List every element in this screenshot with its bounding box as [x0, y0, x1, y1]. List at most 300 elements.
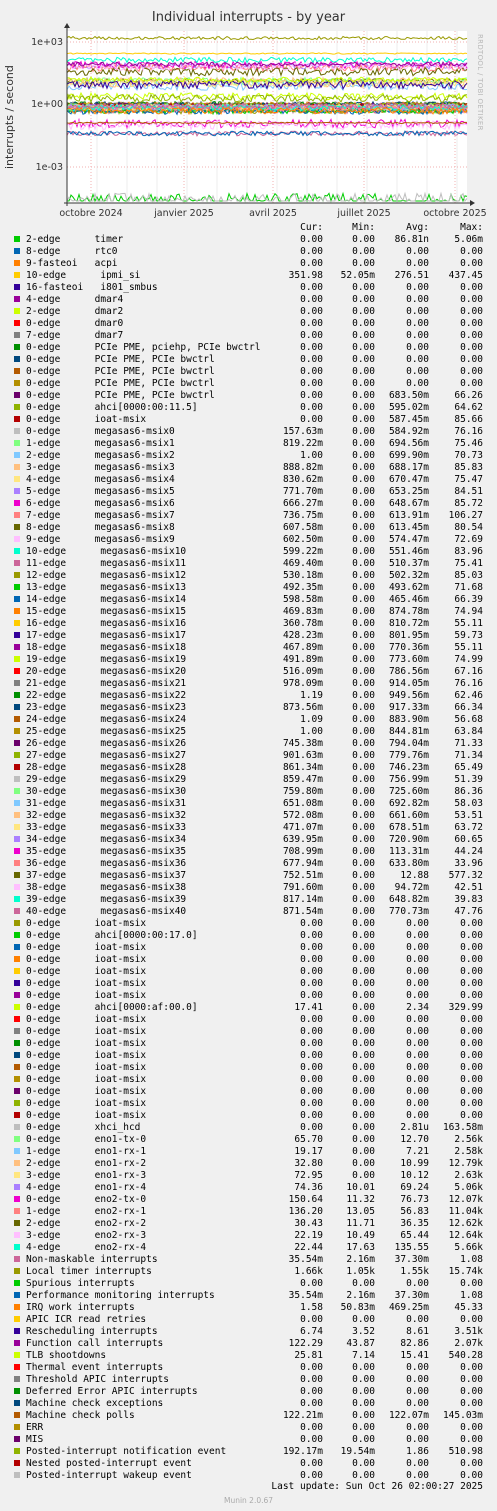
legend-avg: 0.00: [406, 1434, 429, 1445]
legend-avg: 69.24: [400, 1182, 429, 1193]
legend-avg: 874.78m: [388, 606, 429, 617]
legend-row: [0, 834, 497, 846]
legend-avg: 883.90m: [388, 714, 429, 725]
legend-avg: 113.31m: [388, 846, 429, 857]
legend-min: 0.00: [352, 1098, 375, 1109]
legend-max: 163.58m: [442, 1122, 483, 1133]
legend-avg: 699.90m: [388, 450, 429, 461]
legend-max: 0.00: [460, 306, 483, 317]
legend-swatch: [14, 464, 20, 470]
legend-min: 0.00: [352, 954, 375, 965]
legend-row: [0, 270, 497, 282]
legend-avg: 773.60m: [388, 654, 429, 665]
legend-max: 0.00: [460, 1098, 483, 1109]
legend-avg: 36.35: [400, 1218, 429, 1229]
legend-max: 0.00: [460, 1314, 483, 1325]
legend-row: [0, 1242, 497, 1254]
legend-row: [0, 882, 497, 894]
legend-avg: 469.25m: [388, 1302, 429, 1313]
legend-label: 14-edge megasas6-msix14: [26, 594, 187, 605]
legend-row: [0, 1290, 497, 1302]
legend-row: [0, 822, 497, 834]
legend-max: 0.00: [460, 294, 483, 305]
legend-row: [0, 294, 497, 306]
legend-min: 0.00: [352, 534, 375, 545]
legend-max: 0.00: [460, 918, 483, 929]
legend-swatch: [14, 836, 20, 842]
legend-label: 0-edge eno2-tx-0: [26, 1194, 147, 1205]
legend-cur: 72.95: [294, 1170, 323, 1181]
legend-label: 10-edge ipmi_si: [26, 270, 141, 281]
legend-swatch: [14, 452, 20, 458]
legend-min: 11.32: [346, 1194, 375, 1205]
legend-swatch: [14, 896, 20, 902]
legend-label: 37-edge megasas6-msix37: [26, 870, 187, 881]
legend-avg: 0.00: [406, 1386, 429, 1397]
legend-max: 15.74k: [448, 1266, 483, 1277]
legend-avg: 0.00: [406, 942, 429, 953]
legend-avg: 0.00: [406, 1110, 429, 1121]
legend-swatch: [14, 968, 20, 974]
legend-cur: 639.95m: [282, 834, 323, 845]
legend-avg: 37.30m: [394, 1290, 429, 1301]
legend-swatch: [14, 764, 20, 770]
legend-swatch: [14, 1316, 20, 1322]
legend-cur: 598.58m: [282, 594, 323, 605]
header-max: Max:: [460, 222, 483, 233]
legend-label: 0-edge PCIe PME, PCIe bwctrl: [26, 366, 215, 377]
legend-label: 16-edge megasas6-msix16: [26, 618, 187, 629]
legend-avg: 648.82m: [388, 894, 429, 905]
legend-row: [0, 474, 497, 486]
legend-label: TLB shootdowns: [26, 1350, 107, 1361]
legend-label: 4-edge dmar4: [26, 294, 124, 305]
legend-min: 0.00: [352, 1422, 375, 1433]
legend-avg: 0.00: [406, 258, 429, 269]
legend-min: 13.05: [346, 1206, 375, 1217]
legend-max: 45.33: [454, 1302, 483, 1313]
legend-row: [0, 1014, 497, 1026]
legend-cur: 428.23m: [282, 630, 323, 641]
legend-max: 53.51: [454, 810, 483, 821]
legend-max: 0.00: [460, 1374, 483, 1385]
legend-row: [0, 1134, 497, 1146]
legend-cur: 0.00: [300, 978, 323, 989]
legend-label: Deferred Error APIC interrupts: [26, 1386, 198, 1397]
x-tick-label: janvier 2025: [154, 208, 214, 219]
legend-swatch: [14, 1232, 20, 1238]
legend-min: 0.00: [352, 498, 375, 509]
legend-label: 39-edge megasas6-msix39: [26, 894, 187, 905]
legend-label: 2-edge megasas6-msix2: [26, 450, 175, 461]
legend-avg: 688.17m: [388, 462, 429, 473]
legend-min: 2.16m: [346, 1290, 375, 1301]
legend-row: [0, 354, 497, 366]
legend-row: [0, 1182, 497, 1194]
legend-max: 58.03: [454, 798, 483, 809]
legend-min: 0.00: [352, 942, 375, 953]
header-min: Min:: [352, 222, 375, 233]
legend-row: [0, 930, 497, 942]
legend-min: 0.00: [352, 894, 375, 905]
legend-row: [0, 486, 497, 498]
legend-swatch: [14, 956, 20, 962]
legend-cur: 677.94m: [282, 858, 323, 869]
legend-cur: 150.64: [288, 1194, 323, 1205]
legend-max: 0.00: [460, 1362, 483, 1373]
legend-min: 0.00: [352, 1458, 375, 1469]
legend-swatch: [14, 500, 20, 506]
legend-min: 0.00: [352, 462, 375, 473]
legend-swatch: [14, 488, 20, 494]
legend-cur: 599.22m: [282, 546, 323, 557]
legend-max: 577.32: [448, 870, 483, 881]
legend-swatch: [14, 320, 20, 326]
legend-max: 0.00: [460, 1050, 483, 1061]
legend-max: 62.46: [454, 690, 483, 701]
legend-max: 42.51: [454, 882, 483, 893]
legend-row: [0, 762, 497, 774]
legend-label: 40-edge megasas6-msix40: [26, 906, 187, 917]
legend-swatch: [14, 428, 20, 434]
legend-min: 0.00: [352, 1374, 375, 1385]
header-cur: Cur:: [300, 222, 323, 233]
legend-label: 11-edge megasas6-msix11: [26, 558, 187, 569]
legend-max: 0.00: [460, 1110, 483, 1121]
legend-label: 2-edge dmar2: [26, 306, 124, 317]
legend-swatch: [14, 1136, 20, 1142]
legend-swatch: [14, 1052, 20, 1058]
legend-label: 32-edge megasas6-msix32: [26, 810, 187, 821]
legend-avg: 0.00: [406, 342, 429, 353]
legend-label: 0-edge PCIe PME, PCIe bwctrl: [26, 354, 215, 365]
legend-max: 59.73: [454, 630, 483, 641]
legend-cur: 35.54m: [288, 1290, 323, 1301]
legend-swatch: [14, 368, 20, 374]
legend-label: 9-edge megasas6-msix9: [26, 534, 175, 545]
legend-max: 66.26: [454, 390, 483, 401]
legend-label: Machine check exceptions: [26, 1398, 164, 1409]
legend-swatch: [14, 632, 20, 638]
legend-min: 0.00: [352, 714, 375, 725]
legend-cur: 817.14m: [282, 894, 323, 905]
x-tick-label: avril 2025: [249, 208, 297, 219]
legend-row: [0, 390, 497, 402]
legend-row: [0, 1002, 497, 1014]
legend-swatch: [14, 272, 20, 278]
legend-label: ERR: [26, 1422, 44, 1433]
legend-row: [0, 1206, 497, 1218]
legend-swatch: [14, 608, 20, 614]
legend-swatch: [14, 584, 20, 590]
legend-min: 2.16m: [346, 1254, 375, 1265]
legend-row: [0, 1374, 497, 1386]
legend-min: 0.00: [352, 690, 375, 701]
legend-row: [0, 642, 497, 654]
legend-cur: 1.66k: [294, 1266, 323, 1277]
legend-row: [0, 1338, 497, 1350]
legend-avg: 135.55: [394, 1242, 429, 1253]
legend-row: [0, 978, 497, 990]
legend-swatch: [14, 1376, 20, 1382]
legend-avg: 0.00: [406, 1422, 429, 1433]
legend-avg: 613.91m: [388, 510, 429, 521]
legend-min: 0.00: [352, 1278, 375, 1289]
legend-avg: 0.00: [406, 1050, 429, 1061]
legend-min: 0.00: [352, 450, 375, 461]
legend-row: [0, 1398, 497, 1410]
legend-max: 80.54: [454, 522, 483, 533]
legend-max: 0.00: [460, 1386, 483, 1397]
legend-max: 329.99: [448, 1002, 483, 1013]
legend-avg: 0.00: [406, 930, 429, 941]
legend-min: 0.00: [352, 882, 375, 893]
legend-swatch: [14, 536, 20, 542]
legend-min: 0.00: [352, 1470, 375, 1481]
legend-label: Non-maskable interrupts: [26, 1254, 158, 1265]
legend-cur: 469.40m: [282, 558, 323, 569]
legend-cur: 492.35m: [282, 582, 323, 593]
legend-swatch: [14, 260, 20, 266]
legend-swatch: [14, 908, 20, 914]
legend-max: 70.73: [454, 450, 483, 461]
legend-cur: 759.80m: [282, 786, 323, 797]
legend-row: [0, 1422, 497, 1434]
legend-max: 1.08: [460, 1254, 483, 1265]
legend-row: [0, 342, 497, 354]
legend-swatch: [14, 1220, 20, 1226]
legend-row: [0, 426, 497, 438]
legend-min: 0.00: [352, 810, 375, 821]
legend-swatch: [14, 1472, 20, 1478]
legend-min: 0.00: [352, 1122, 375, 1133]
legend-avg: 12.70: [400, 1134, 429, 1145]
legend-swatch: [14, 344, 20, 350]
legend-row: [0, 462, 497, 474]
legend-max: 86.36: [454, 786, 483, 797]
legend-cur: 651.08m: [282, 798, 323, 809]
legend-header: [0, 222, 497, 234]
munin-version: Munin 2.0.67: [223, 1496, 274, 1505]
legend-swatch: [14, 728, 20, 734]
legend-cur: 873.56m: [282, 702, 323, 713]
legend-cur: 0.00: [300, 1374, 323, 1385]
legend-min: 0.00: [352, 582, 375, 593]
legend-row: [0, 534, 497, 546]
legend-avg: 810.72m: [388, 618, 429, 629]
legend-min: 0.00: [352, 258, 375, 269]
legend-cur: 0.00: [300, 1386, 323, 1397]
legend-label: 1-edge eno1-rx-1: [26, 1146, 147, 1157]
legend-label: 0-edge xhci_hcd: [26, 1122, 141, 1133]
legend-max: 72.69: [454, 534, 483, 545]
legend-cur: 0.00: [300, 1122, 323, 1133]
legend-max: 0.00: [460, 378, 483, 389]
legend-row: [0, 774, 497, 786]
legend-swatch: [14, 716, 20, 722]
legend-max: 83.96: [454, 546, 483, 557]
legend-row: [0, 1146, 497, 1158]
legend-min: 0.00: [352, 234, 375, 245]
legend-row: [0, 1314, 497, 1326]
legend-row: [0, 402, 497, 414]
legend-min: 0.00: [352, 798, 375, 809]
legend-swatch: [14, 1460, 20, 1466]
legend-min: 0.00: [352, 738, 375, 749]
y-tick-label: 1e-03: [35, 162, 63, 173]
legend-max: 33.96: [454, 858, 483, 869]
legend-min: 0.00: [352, 990, 375, 1001]
legend-label: IRQ work interrupts: [26, 1302, 135, 1313]
legend-max: 0.00: [460, 1014, 483, 1025]
legend-avg: 584.92m: [388, 426, 429, 437]
legend-min: 0.00: [352, 522, 375, 533]
legend-cur: 516.09m: [282, 666, 323, 677]
plot-area: [0, 0, 497, 222]
legend-cur: 136.20: [288, 1206, 323, 1217]
legend-min: 0.00: [352, 1014, 375, 1025]
legend-max: 5.06k: [454, 1182, 483, 1193]
legend-label: Threshold APIC interrupts: [26, 1374, 169, 1385]
legend-max: 2.63k: [454, 1170, 483, 1181]
legend-avg: 949.56m: [388, 690, 429, 701]
legend-max: 0.00: [460, 282, 483, 293]
legend-max: 0.00: [460, 318, 483, 329]
legend-max: 74.99: [454, 654, 483, 665]
legend-label: 3-edge eno1-rx-3: [26, 1170, 147, 1181]
legend-min: 0.00: [352, 1314, 375, 1325]
legend-avg: 86.81n: [394, 234, 429, 245]
legend-max: 0.00: [460, 246, 483, 257]
legend-swatch: [14, 380, 20, 386]
legend-label: 4-edge eno1-rx-4: [26, 1182, 147, 1193]
legend-row: [0, 1098, 497, 1110]
legend-min: 19.54m: [340, 1446, 375, 1457]
legend-swatch: [14, 1364, 20, 1370]
legend-avg: 15.41: [400, 1350, 429, 1361]
legend-cur: 0.00: [300, 234, 323, 245]
legend-row: [0, 1434, 497, 1446]
legend-max: 71.34: [454, 750, 483, 761]
legend-max: 75.41: [454, 558, 483, 569]
legend-max: 0.00: [460, 1278, 483, 1289]
x-axis-arrow: [470, 200, 475, 206]
legend: [0, 234, 497, 1482]
legend-cur: 0.00: [300, 1458, 323, 1469]
legend-avg: 770.73m: [388, 906, 429, 917]
legend-avg: 0.00: [406, 306, 429, 317]
legend-cur: 0.00: [300, 354, 323, 365]
legend-cur: 0.00: [300, 990, 323, 1001]
legend-max: 145.03m: [442, 1410, 483, 1421]
legend-max: 0.00: [460, 954, 483, 965]
legend-min: 0.00: [352, 438, 375, 449]
legend-avg: 917.33m: [388, 702, 429, 713]
legend-cur: 0.00: [300, 402, 323, 413]
legend-min: 0.00: [352, 246, 375, 257]
legend-max: 11.04k: [448, 1206, 483, 1217]
legend-avg: 0.00: [406, 354, 429, 365]
legend-max: 65.49: [454, 762, 483, 773]
legend-max: 510.98: [448, 1446, 483, 1457]
legend-max: 60.65: [454, 834, 483, 845]
legend-max: 0.00: [460, 354, 483, 365]
legend-avg: 0.00: [406, 954, 429, 965]
legend-cur: 0.00: [300, 1098, 323, 1109]
legend-max: 85.66: [454, 414, 483, 425]
legend-avg: 0.00: [406, 366, 429, 377]
legend-avg: 574.47m: [388, 534, 429, 545]
legend-avg: 0.00: [406, 1098, 429, 1109]
legend-swatch: [14, 1040, 20, 1046]
legend-label: 20-edge megasas6-msix20: [26, 666, 187, 677]
last-update: Last update: Sun Oct 26 02:00:27 2025: [271, 1481, 483, 1492]
legend-min: 0.00: [352, 1398, 375, 1409]
legend-row: [0, 378, 497, 390]
legend-swatch: [14, 560, 20, 566]
legend-max: 67.16: [454, 666, 483, 677]
legend-row: [0, 1050, 497, 1062]
legend-swatch: [14, 992, 20, 998]
legend-min: 0.00: [352, 414, 375, 425]
legend-label: 2-edge eno1-rx-2: [26, 1158, 147, 1169]
legend-max: 75.47: [454, 474, 483, 485]
legend-max: 0.00: [460, 1086, 483, 1097]
legend-swatch: [14, 1328, 20, 1334]
legend-cur: 0.00: [300, 1050, 323, 1061]
legend-cur: 1.00: [300, 726, 323, 737]
legend-swatch: [14, 1436, 20, 1442]
legend-label: 0-edge ahci[0000:00:17.0]: [26, 930, 198, 941]
legend-min: 0.00: [352, 486, 375, 497]
legend-max: 85.72: [454, 498, 483, 509]
legend-row: [0, 918, 497, 930]
legend-label: 12-edge megasas6-msix12: [26, 570, 187, 581]
legend-swatch: [14, 788, 20, 794]
legend-label: 0-edge ioat-msix: [26, 942, 147, 953]
legend-min: 0.00: [352, 342, 375, 353]
legend-avg: 56.83: [400, 1206, 429, 1217]
legend-label: 0-edge ioat-msix: [26, 1062, 147, 1073]
legend-min: 0.00: [352, 1362, 375, 1373]
legend-min: 0.00: [352, 1002, 375, 1013]
legend-label: 0-edge dmar0: [26, 318, 124, 329]
legend-row: [0, 1170, 497, 1182]
legend-cur: 752.51m: [282, 870, 323, 881]
legend-avg: 493.62m: [388, 582, 429, 593]
legend-label: 0-edge ioat-msix: [26, 966, 147, 977]
legend-min: 0.00: [352, 678, 375, 689]
legend-cur: 602.50m: [282, 534, 323, 545]
legend-avg: 0.00: [406, 378, 429, 389]
legend-cur: 1.09: [300, 714, 323, 725]
legend-row: [0, 1230, 497, 1242]
legend-swatch: [14, 1172, 20, 1178]
y-tick-label: 1e+00: [31, 99, 63, 110]
legend-min: 0.00: [352, 966, 375, 977]
legend-avg: 0.00: [406, 1362, 429, 1373]
legend-swatch: [14, 572, 20, 578]
legend-swatch: [14, 404, 20, 410]
legend-swatch: [14, 1184, 20, 1190]
legend-label: 28-edge megasas6-msix28: [26, 762, 187, 773]
legend-avg: 76.73: [400, 1194, 429, 1205]
legend-row: [0, 570, 497, 582]
legend-min: 0.00: [352, 870, 375, 881]
legend-cur: 0.00: [300, 1434, 323, 1445]
legend-row: [0, 1218, 497, 1230]
legend-swatch: [14, 1424, 20, 1430]
